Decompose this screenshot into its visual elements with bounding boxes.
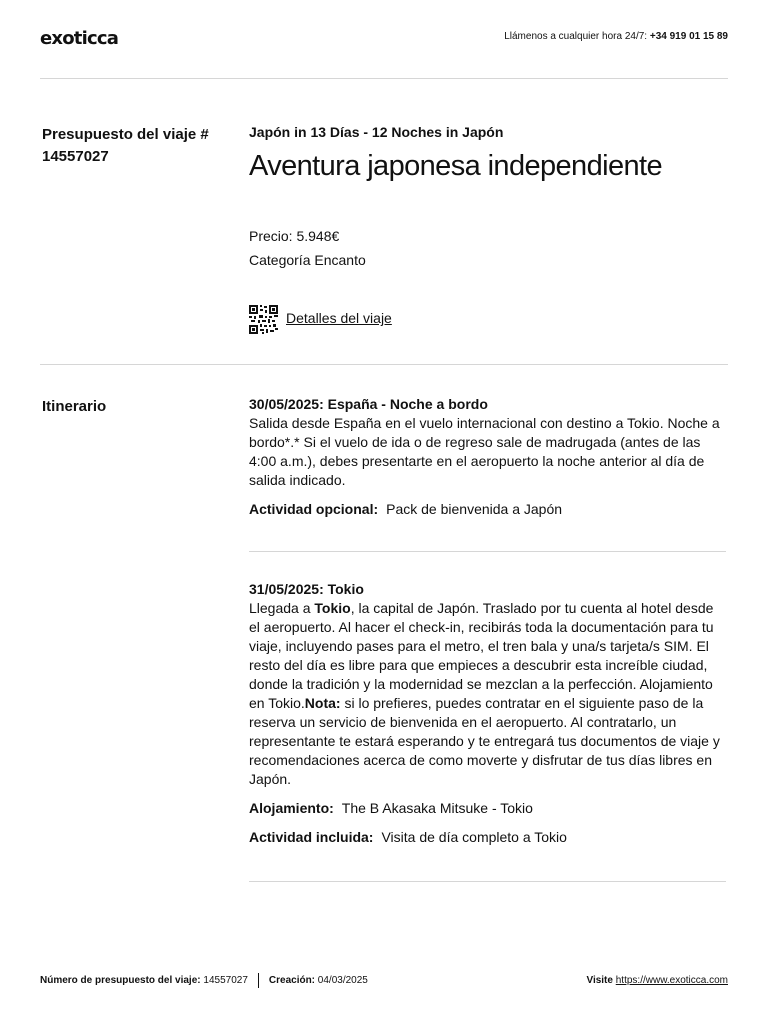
exoticca-logo: exoticca <box>40 28 119 49</box>
lodging <box>249 799 724 818</box>
qr-code-icon[interactable] <box>249 305 278 334</box>
included-activity-label: Actividad incluida: <box>249 829 374 845</box>
day-divider <box>249 551 726 552</box>
trip-price: Precio: 5.948€ <box>249 228 340 244</box>
included-activity-value: Visita de día completo a Tokio <box>381 829 567 845</box>
lodging-value: The B Akasaka Mitsuke - Tokio <box>341 800 533 816</box>
optional-activity <box>249 500 724 519</box>
footer-visit: Visite https://www.exoticca.com <box>586 975 728 986</box>
day-title: 30/05/2025: España - Noche a bordo <box>249 396 488 412</box>
quote-label <box>42 124 209 168</box>
footer-quote: Número de presupuesto del viaje: 14557027 <box>40 975 248 986</box>
page-footer <box>40 973 728 988</box>
itinerary-label: Itinerario <box>42 398 107 415</box>
quote-label-text: Presupuesto del viaje # <box>42 126 209 143</box>
day-title: 31/05/2025: Tokio <box>249 581 364 597</box>
trip-title: Aventura japonesa independiente <box>249 150 663 182</box>
footer-created: Creación: 04/03/2025 <box>268 975 368 986</box>
included-activity <box>249 828 724 847</box>
trip-details-link[interactable]: Detalles del viaje <box>286 310 392 326</box>
footer-separator <box>258 973 259 988</box>
itinerary-day <box>249 580 724 847</box>
section-divider <box>40 364 728 365</box>
trip-subtitle: Japón in 13 Días - 12 Noches in Japón <box>249 124 504 140</box>
optional-activity-label: Actividad opcional: <box>249 501 379 517</box>
day-description: Salida desde España en el vuelo internacional con destino a Tokio. Noche a bordo*.* Si el vuelo de ida o de regreso sale de madrugada (antes de las 4:00 a.m.), debes presentarte en el aeropuerto la noche anterior al día de salida indicado. <box>249 415 720 488</box>
quote-number: 14557027 <box>42 148 109 165</box>
contact-phone <box>504 31 728 42</box>
header-divider <box>40 78 728 79</box>
phone-prefix: Llámenos a cualquier hora 24/7: <box>504 31 648 42</box>
lodging-label: Alojamiento: <box>249 800 334 816</box>
itinerary-day <box>249 395 724 519</box>
trip-category: Categoría Encanto <box>249 252 366 268</box>
phone-number[interactable]: +34 919 01 15 89 <box>649 31 728 42</box>
day-description: Llegada a Tokio, la capital de Japón. Traslado por tu cuenta al hotel desde el aeropuerto. Al hacer el check-in, recibirás toda la documentación para tu viaje, incluyendo pases para el metro, el tren bala y una/s tarjeta/s SIM. El resto del día es libre para que empieces a descubrir esta increíble ciudad, donde la tradición y la modernidad se mezclan a la perfección. Alojamiento en Tokio.Nota: si lo prefieres, puedes contratar en el siguiente paso de la reserva un servicio de bienvenida en el aeropuerto. Al contratarlo, un representante te estará esperando y te entregará tus documentos de viaje y recomendaciones acerca de como moverte y disfrutar de tus días libres en Japón. <box>249 600 720 787</box>
optional-activity-value: Pack de bienvenida a Japón <box>386 501 563 517</box>
website-link[interactable]: https://www.exoticca.com <box>615 975 728 986</box>
day-divider <box>249 881 726 882</box>
